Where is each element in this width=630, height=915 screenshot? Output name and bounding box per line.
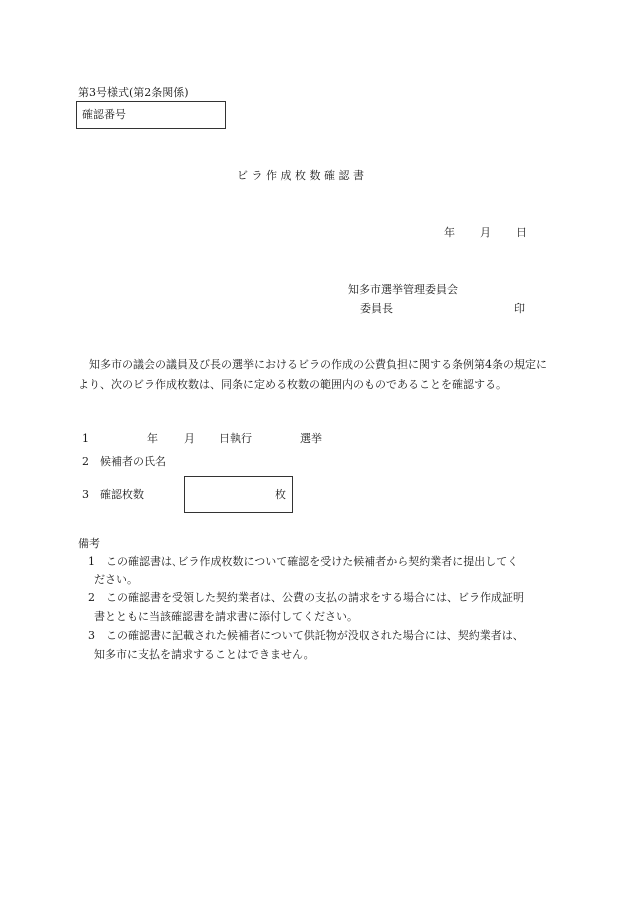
confirmed-count-box — [184, 476, 293, 513]
note-3-line2: 知多市に支払を請求することはできません。 — [94, 648, 315, 661]
note-1-line1: この確認書は､ビラ作成枚数について確認を受けた候補者から契約業者に提出してく — [106, 555, 519, 568]
confirmation-number-label: 確認番号 — [82, 108, 126, 121]
note-2-line1: この確認書を受領した契約業者は、公費の支払の請求をする場合には、ビラ作成証明 — [106, 591, 524, 604]
note-1-line2: ださい。 — [94, 573, 138, 586]
note-2-line2: 書とともに当該確認書を請求書に添付してください。 — [94, 610, 358, 623]
form-label: 第3号様式(第2条関係) — [78, 86, 189, 99]
date-day: 日 — [516, 226, 527, 239]
item-1-number: 1 — [82, 432, 89, 445]
item-1-election: 選挙 — [300, 432, 322, 445]
item-1-year: 年 — [147, 432, 158, 445]
seal-mark: 印 — [514, 302, 525, 315]
note-3-number: 3 — [88, 629, 95, 642]
item-2-label: 候補者の氏名 — [100, 455, 166, 468]
item-1-month: 月 — [184, 432, 195, 445]
note-3-line1: この確認書に記載された候補者について供託物が没収された場合には、契約業者は、 — [106, 629, 524, 642]
confirmation-number-box — [76, 101, 226, 129]
date-month: 月 — [480, 226, 491, 239]
body-paragraph: 知多市の議会の議員及び長の選挙におけるビラの作成の公費負担に関する条例第4条の規定により、次のビラ作成枚数は、同条に定める枚数の範囲内のものであることを確認する。 — [78, 358, 547, 391]
note-2-number: 2 — [88, 591, 95, 604]
confirmed-count-unit: 枚 — [275, 488, 286, 501]
note-1-number: 1 — [88, 555, 95, 568]
item-2-number: 2 — [82, 455, 89, 468]
item-3-number: 3 — [82, 488, 89, 501]
item-1-day-exec: 日執行 — [219, 432, 252, 445]
issuer-committee: 知多市選挙管理委員会 — [348, 283, 458, 296]
item-3-label: 確認枚数 — [100, 488, 144, 501]
issuer-chair: 委員長 — [360, 302, 393, 315]
date-year: 年 — [444, 226, 455, 239]
document-title: ビ ラ 作 成 枚 数 確 認 書 — [237, 169, 364, 182]
remarks-heading: 備考 — [78, 537, 100, 550]
